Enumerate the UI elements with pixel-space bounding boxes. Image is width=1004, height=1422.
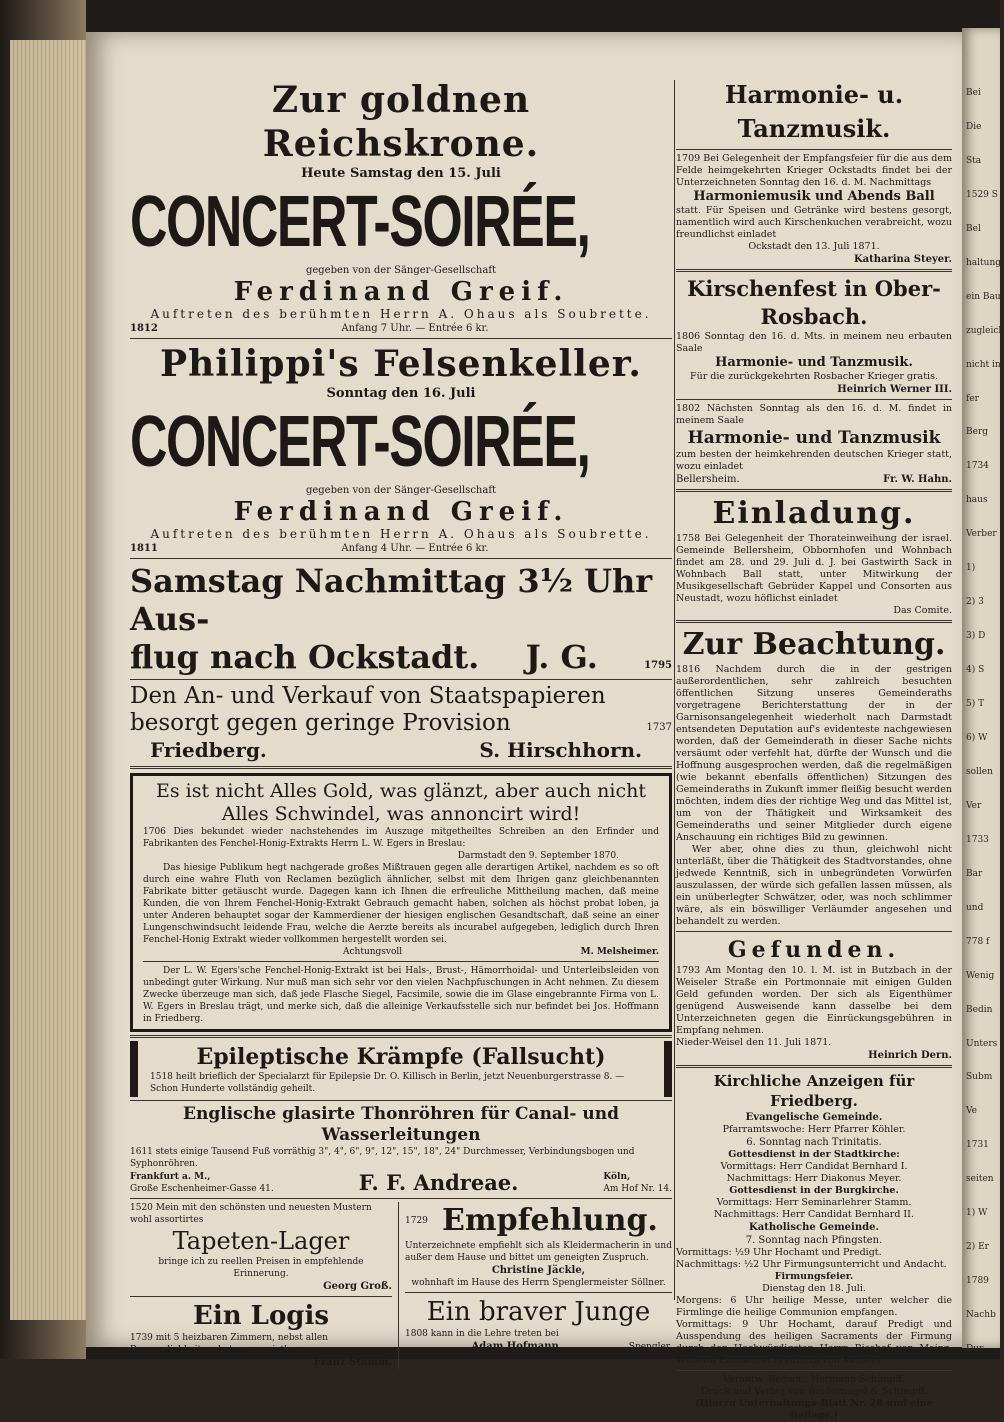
ad-junge (405, 1296, 672, 1353)
beachtung-text2: Wer aber, ohne dies zu thun, gleichwohl nicht unterläßt, über die Thätigkeit des Stadtvorstandes, ohne jedwede Kenntniß, sich in unbegründeten Vorwürfen auszulassen, der würde sich gefallen lassen müssen, als ein unüberlegter Schwätzer, oder, was noch schlimmer wäre, als ein böswilliger Verläumder angesehen und behandelt zu werden. (676, 844, 952, 927)
logis-name: Franz Stamm. (313, 1357, 392, 1368)
kirch-p2: Nachmittags: ½2 Uhr Firmungsunterricht und Andacht. (676, 1259, 947, 1270)
ad-ausflug (130, 562, 672, 676)
venue-title: Philippi's Felsenkeller. (160, 343, 642, 385)
junge-title: Ein braver Junge (426, 1297, 651, 1327)
thon-city2: Köln, (603, 1171, 631, 1182)
gold-headline1: Es ist nicht Alles Gold, was glänzt, aber auch nicht (156, 780, 646, 802)
ad-empfehlung (405, 1202, 672, 1289)
event-time: Anfang 7 Uhr. — Entrée 6 kr. (341, 323, 489, 334)
kirschen-text: 1806 Sonntag den 16. d. Mts. in meinem neu erbauten Saale (676, 331, 952, 354)
kirschen-title: Kirschenfest in Ober-Rosbach. (687, 276, 941, 329)
epilepsie-text: 1518 heilt brieflich der Specialarzt für Epilepsie Dr. O. Killisch in Berlin, jetzt Neuenburgerstrasse 8. — Schon Hunderte vollständig geheilt. (150, 1072, 625, 1094)
tapeten-intro: 1520 Mein mit den schönsten und neuesten Mustern wohl assortirtes (130, 1203, 372, 1225)
next-page-fragment: Ve (966, 1106, 977, 1117)
next-page-fragment: Berg (966, 427, 989, 438)
epilepsie-title: Epileptische Krämpfe (Fallsucht) (196, 1044, 606, 1070)
bottom-right (399, 1202, 672, 1369)
next-page-fragment: 778 f (966, 936, 990, 947)
next-page-fragment: 6) W (966, 733, 988, 743)
harmonie-name: Katharina Steyer. (853, 254, 952, 265)
next-page-fragment: Bei (966, 88, 981, 98)
empf-title: Empfehlung. (442, 1203, 658, 1238)
empf-name: Christine Jäckle, (491, 1265, 586, 1276)
thon-firm: F. F. Andreae. (358, 1170, 519, 1195)
next-page-fragment: Ver (966, 800, 982, 811)
feature: Auftreten des berühmten Herrn A. Ohaus als Soubrette. (150, 527, 652, 541)
concert-headline: CONCERT-SOIRÉE, (130, 402, 590, 482)
event-time: Anfang 4 Uhr. — Entrée 6 kr. (341, 543, 489, 554)
harmonie-title: Harmonie- u. Tanzmusik. (724, 80, 904, 143)
next-page-fragment: 2) 3 (966, 597, 984, 608)
next-page-fragment: Verber (966, 529, 997, 540)
gefunden-name: Heinrich Dern. (868, 1050, 952, 1061)
kirch-kath: Katholische Gemeinde. (749, 1222, 879, 1233)
headline-wrap (130, 402, 672, 484)
next-page-fragment: 1733 (966, 834, 989, 845)
logis-text: 1739 mit 5 heizbaren Zimmern, nebst allen Bequemlichkeiten, hat zu vermiethen (130, 1333, 328, 1355)
ad-fenchel-honig (130, 773, 672, 1032)
kirch-sk1: Vormittags: Herr Candidat Bernhard I. (720, 1161, 908, 1172)
junge-trade: Spengler. (628, 1342, 672, 1352)
gold-intro: 1706 Dies bekundet wieder nachstehendes im Auszuge mitgetheiltes Schreiben an den Erfinder und Fabrikanten des Fenchel-Honig-Extrakts Herrn L. W. Egers in Breslau: (143, 827, 659, 849)
next-page-fragment: Bel (966, 223, 981, 234)
ad-einladung (676, 495, 952, 617)
bell-name: Fr. W. Hahn. (883, 474, 952, 485)
ad-thonroehren (130, 1104, 672, 1195)
kirch-f2: Vormittags: 9 Uhr Hochamt, darauf Predigt und Ausspendung des heiligen Sacraments der Firmung durch den Hochwürdigsten Herrn Bischof von Mainz, Wilhelm Emmanuel Freiherrn von Ketteler. (676, 1319, 952, 1366)
ad-number: 1795 (644, 660, 672, 671)
empf-number: 1729 (405, 1216, 428, 1226)
ad-kirschenfest (676, 275, 952, 396)
next-page-fragment: 3) D (966, 631, 986, 642)
imprint-redakt: Verantw. Redact.: Hermann Schimpff. (723, 1374, 905, 1385)
beachtung-text: 1816 Nachdem durch die in der gestrigen außerordentlichen, sehr zahlreich besuchten öffentlichen Sitzung unseres Gemeinderaths vorgetragene Berichterstattung der in der Garnisonsangelegenheit wiederholt nach Darmstadt entsendeten Deputation auf's evidenteste nachgewiesen worden, daß der Gemeinderath in dieser Sache nichts versäumt oder verfehlt hat, dürfte der Wunsch und die Hoffnung ausgesprochen werden, daß die regelmäßigen (wie bekannt ebenfalls öffentlichen) Sitzungen des Gemeinderaths in Zukunft immer fleißig besucht werden möchten, indem dies der richtige Weg und das Mittel ist, um von der Thätigkeit und Wirksamkeit des Gemeinderaths und seiner Mitglieder durch eigene Anschauung ein richtiges Bild zu gewinnen. (676, 664, 952, 843)
right-column (676, 78, 952, 1422)
ad-logis (130, 1300, 392, 1369)
kirch-f1: Morgens: 6 Uhr heilige Messe, unter welcher die Firmlinge die heilige Communion empfangen. (676, 1295, 952, 1318)
thon-street: Große Eschenheimer-Gasse 41. (130, 1183, 274, 1194)
beachtung-title: Zur Beachtung. (682, 627, 946, 662)
junge-name: Adam Hofmann, (471, 1341, 563, 1352)
next-page-edge (962, 28, 1004, 1355)
imprint (676, 1374, 952, 1422)
gold-regards: Achtungsvoll (343, 947, 403, 957)
gefunden-text: 1793 Am Montag den 10. l. M. ist in Butzbach in der Weiseler Straße ein Portmonnaie mit einigen Gulden Geld gefunden worden. Der sich als Eigenthümer genügend Ausweisende kann dasselbe bei dem Unterzeichneten gegen die Einrückungsgebühren in Empfang nehmen. (676, 965, 952, 1036)
next-page-fragment: zugleich (966, 325, 1004, 336)
ad-beachtung (676, 626, 952, 928)
empf-address: wohnhaft im Hause des Herrn Spenglermeister Söllner. (411, 1278, 666, 1288)
thon-title: Englische glasirte Thonröhren für Canal- und Wasserleitungen (183, 1104, 619, 1145)
kirch-sonntag: 6. Sonntag nach Trinitatis. (746, 1137, 882, 1148)
next-page-fragment: haltung (966, 257, 1002, 268)
next-page-fragment: 1) W (966, 1208, 988, 1219)
tapeten-text: bringe ich zu reellen Preisen in empfehlende Erinnerung. (158, 1257, 364, 1279)
next-page-fragment: 1) (966, 563, 976, 574)
next-page-fragment: 1529 S (966, 189, 998, 200)
line1: Den An- und Verkauf von Staatspapieren (130, 683, 606, 709)
kirch-p1: Vormittags: ½9 Uhr Hochamt und Predigt. (676, 1247, 882, 1258)
logis-title: Ein Logis (193, 1301, 329, 1331)
next-page-fragment: Wenig (966, 970, 995, 981)
gold-letter: Das hiesige Publikum hegt nachgerade großes Mißtrauen gegen alle derartigen Artikel, nachdem es so oft durch eine wahre Fluth von Reclamen bezüglich ähnlicher, selbst mit dem Ihrigen ganz gleichbenannten Fabrikate bitter getäuscht wurde. Dagegen kann ich Ihnen die erfreuliche Mittheilung machen, daß meine Kunden, die von Ihrem Fenchel-Honig-Extrakt Gebrauch gemacht haben, solchen als höchst probat loben, ja unter Anderen behauptet sogar der Kammerdiener der hiesigen englischen Gesandtschaft, daß seine an einer Lungenschwindsucht leidende Frau, welche die Aerzte bereits als incurabel aufgegeben, lediglich durch Ihren Fenchel-Honig Extrakt wieder vollkommen hergestellt worden sei. (143, 863, 659, 945)
next-page-fragment: nicht in (966, 359, 1001, 370)
harmonie-text: 1709 Bei Gelegenheit der Empfangsfeier für die aus dem Felde heimgekehrten Krieger Ockstadts findet bei der Unterzeichneten Sonntag den 16. d. M. Nachmittags (676, 153, 952, 188)
imprint-druck: Druck und Verlag von Bindernagel & Schimpff. (700, 1386, 928, 1397)
ad-bellersheim (676, 403, 952, 486)
place: Friedberg. (150, 738, 267, 762)
bottom-ads (130, 1202, 672, 1369)
einladung-title: Einladung. (712, 496, 916, 531)
next-page-fragment: ein Bau (966, 291, 1001, 302)
ausflug-initials: J. G. (525, 638, 598, 676)
page-edges (10, 40, 86, 1320)
next-page-fragment: Unters (966, 1038, 998, 1049)
given-by: gegeben von der Sänger-Gesellschaft (305, 485, 497, 496)
next-page-fragment: seiten (966, 1174, 994, 1185)
next-page-fragment: 1789 (966, 1276, 989, 1287)
bottom-left (130, 1202, 399, 1369)
next-page-fragment: Dur (966, 1344, 984, 1355)
ad-gefunden (676, 935, 952, 1062)
gold-note: Der L. W. Egers'sche Fenchel-Honig-Extrakt ist bei Hals-, Brust-, Hämorrhoidal- und Unterleibsleiden von unbedingt guter Wirkung. Nur muß man sich sehr vor den vielen Nachpfuschungen in Acht nehmen. Zu diesem Zwecke überzeuge man sich, daß jede Flasche Siegel, Facsimile, sowie die im Glase eingebrannte Firma von L. W. Egers in Breslau trägt, und merke sich, daß die alleinige Verkaufsstelle sich nur befindet bei Jos. Hoffmann in Friedberg. (143, 966, 659, 1024)
kirch-pfarramt: Pfarramtswoche: Herr Pfarrer Köhler. (722, 1124, 906, 1135)
einladung-text: 1758 Bei Gelegenheit der Thorateinweihung der israel. Gemeinde Bellersheim, Obbornhofen und Wohnbach findet am 28. und 29. Juli d. J. bei Gastwirth Sack in Wohnbach Ball statt, unter Mitwirkung der Musikgesellschaft Gebrüder Kappel und Consorten aus Neustadt, wozu höflichst einladet (676, 533, 952, 604)
next-page-fragment: 1734 (966, 461, 989, 472)
next-page-fragment: 5) T (966, 699, 985, 710)
performer: Ferdinand Greif. (233, 497, 569, 527)
harmonie-text2: statt. Für Speisen und Getränke wird bestens gesorgt, namentlich wird auch Kirschenkuchen verabreicht, wozu freundlichst einladet (676, 205, 952, 240)
kirch-bk1: Vormittags: Herr Seminarlehrer Stamm. (716, 1197, 912, 1208)
ad-epilepsie (130, 1041, 672, 1097)
ad-felsenkeller (130, 342, 672, 555)
event-date: Sonntag den 16. Juli (326, 386, 476, 401)
imprint-beilage: (Hierzu Unterhaltungs-Blatt Nr. 28 und eine Beilage.) (695, 1398, 933, 1421)
given-by: gegeben von der Sänger-Gesellschaft (305, 265, 497, 276)
bell-text2: zum besten der heimkehrenden deutschen Krieger statt, wozu einladet (676, 449, 952, 472)
next-page-fragment: Subm (966, 1072, 993, 1083)
next-page-fragment: Bedin (966, 1004, 993, 1015)
performer: Ferdinand Greif. (233, 277, 569, 307)
gold-signature: M. Melsheimer. (580, 947, 659, 957)
bell-place: Bellersheim. (676, 474, 740, 485)
harmonie-place: Ockstadt den 13. Juli 1871. (748, 241, 880, 252)
venue-title: Zur goldnen Reichskrone. (262, 79, 540, 165)
thon-city: Frankfurt a. M., (130, 1171, 211, 1182)
kirch-bk2: Nachmittags: Herr Candidat Bernhard II. (714, 1209, 914, 1220)
einladung-name: Das Comite. (893, 605, 952, 616)
line2: besorgt gegen geringe Provision (130, 710, 511, 736)
ausflug-line1: Samstag Nachmittag 3½ Uhr Aus- (130, 562, 653, 638)
gefunden-title: Gefunden. (727, 937, 901, 963)
ad-number: 1811 (130, 543, 158, 554)
kirch-title: Kirchliche Anzeigen für Friedberg. (713, 1072, 915, 1110)
ad-harmonie (676, 78, 952, 266)
kirch-sk2: Nachmittags: Herr Diakonus Meyer. (726, 1173, 902, 1184)
next-page-fragment: Die (966, 121, 982, 132)
ad-tapeten (130, 1202, 392, 1293)
next-page-fragment: und (966, 902, 984, 913)
kirch-pfingsten: 7. Sonntag nach Pfingsten. (745, 1235, 883, 1246)
kirch-stadtkirche: Gottesdienst in der Stadtkirche: (728, 1149, 900, 1160)
kirch-f-date: Dienstag den 18. Juli. (762, 1283, 866, 1294)
next-page-fragment: 2) Er (966, 1242, 989, 1253)
ad-reichskrone (130, 78, 672, 335)
concert-headline: CONCERT-SOIRÉE, (130, 182, 590, 262)
ad-number: 1737 (646, 722, 672, 733)
tapeten-name: Georg Groß. (323, 1281, 392, 1292)
feature: Auftreten des berühmten Herrn A. Ohaus als Soubrette. (150, 307, 652, 321)
next-page-fragment: haus (966, 495, 988, 506)
kirchliche-anzeigen (676, 1071, 952, 1367)
kirschen-highlight: Harmonie- und Tanzmusik. (715, 355, 913, 370)
empf-text: Unterzeichnete empfiehlt sich als Kleidermacherin in und außer dem Hause und bittet um geneigten Zuspruch. (405, 1241, 672, 1263)
kirschen-text2: Für die zurückgekehrten Rosbacher Krieger gratis. (690, 371, 938, 382)
bell-highlight: Harmonie- und Tanzmusik (687, 428, 941, 448)
gefunden-place: Nieder-Weisel den 11. Juli 1871. (676, 1037, 832, 1048)
gold-headline2: Alles Schwindel, was annoncirt wird! (221, 803, 581, 825)
next-page-fragment: 4) S (966, 665, 985, 676)
thon-street2: Am Hof Nr. 14. (603, 1183, 672, 1194)
event-date: Heute Samstag den 15. Juli (301, 166, 501, 181)
next-page-fragment: sollen (966, 766, 993, 777)
column-divider (674, 80, 675, 1300)
kirch-burgkirche: Gottesdienst in der Burgkirche. (729, 1185, 899, 1196)
ausflug-line2: flug nach Ockstadt. (130, 638, 480, 676)
kirschen-name: Heinrich Werner III. (837, 384, 952, 395)
junge-text: 1808 kann in die Lehre treten bei (405, 1329, 559, 1339)
ad-staatspapiere (130, 683, 672, 763)
ad-number: 1812 (130, 323, 158, 334)
left-column (130, 78, 672, 1369)
next-page-fragment: fer (966, 393, 979, 404)
kirch-firmung: Firmungsfeier. (774, 1271, 854, 1282)
gold-dateline: Darmstadt den 9. September 1870. (457, 851, 619, 861)
headline-wrap (130, 182, 672, 264)
next-page-fragment: Bar (966, 868, 983, 879)
thon-text: 1611 stets einige Tausend Fuß vorräthig 3", 4", 6", 9", 12", 15", 18", 24" Durchmesser, Verbindungsbogen und Syphonröhren. (130, 1147, 635, 1169)
name: S. Hirschhorn. (479, 738, 642, 762)
next-page-fragment: Sta (966, 155, 982, 166)
kirch-ev: Evangelische Gemeinde. (745, 1112, 883, 1123)
next-page-fragment: 1731 (966, 1140, 989, 1151)
harmonie-highlight: Harmoniemusik und Abends Ball (693, 189, 935, 204)
bell-text: 1802 Nächsten Sonntag als den 16. d. M. findet in meinem Saale (676, 403, 952, 426)
tapeten-title: Tapeten-Lager (172, 1227, 350, 1255)
next-page-fragment: Nachb (966, 1310, 996, 1321)
